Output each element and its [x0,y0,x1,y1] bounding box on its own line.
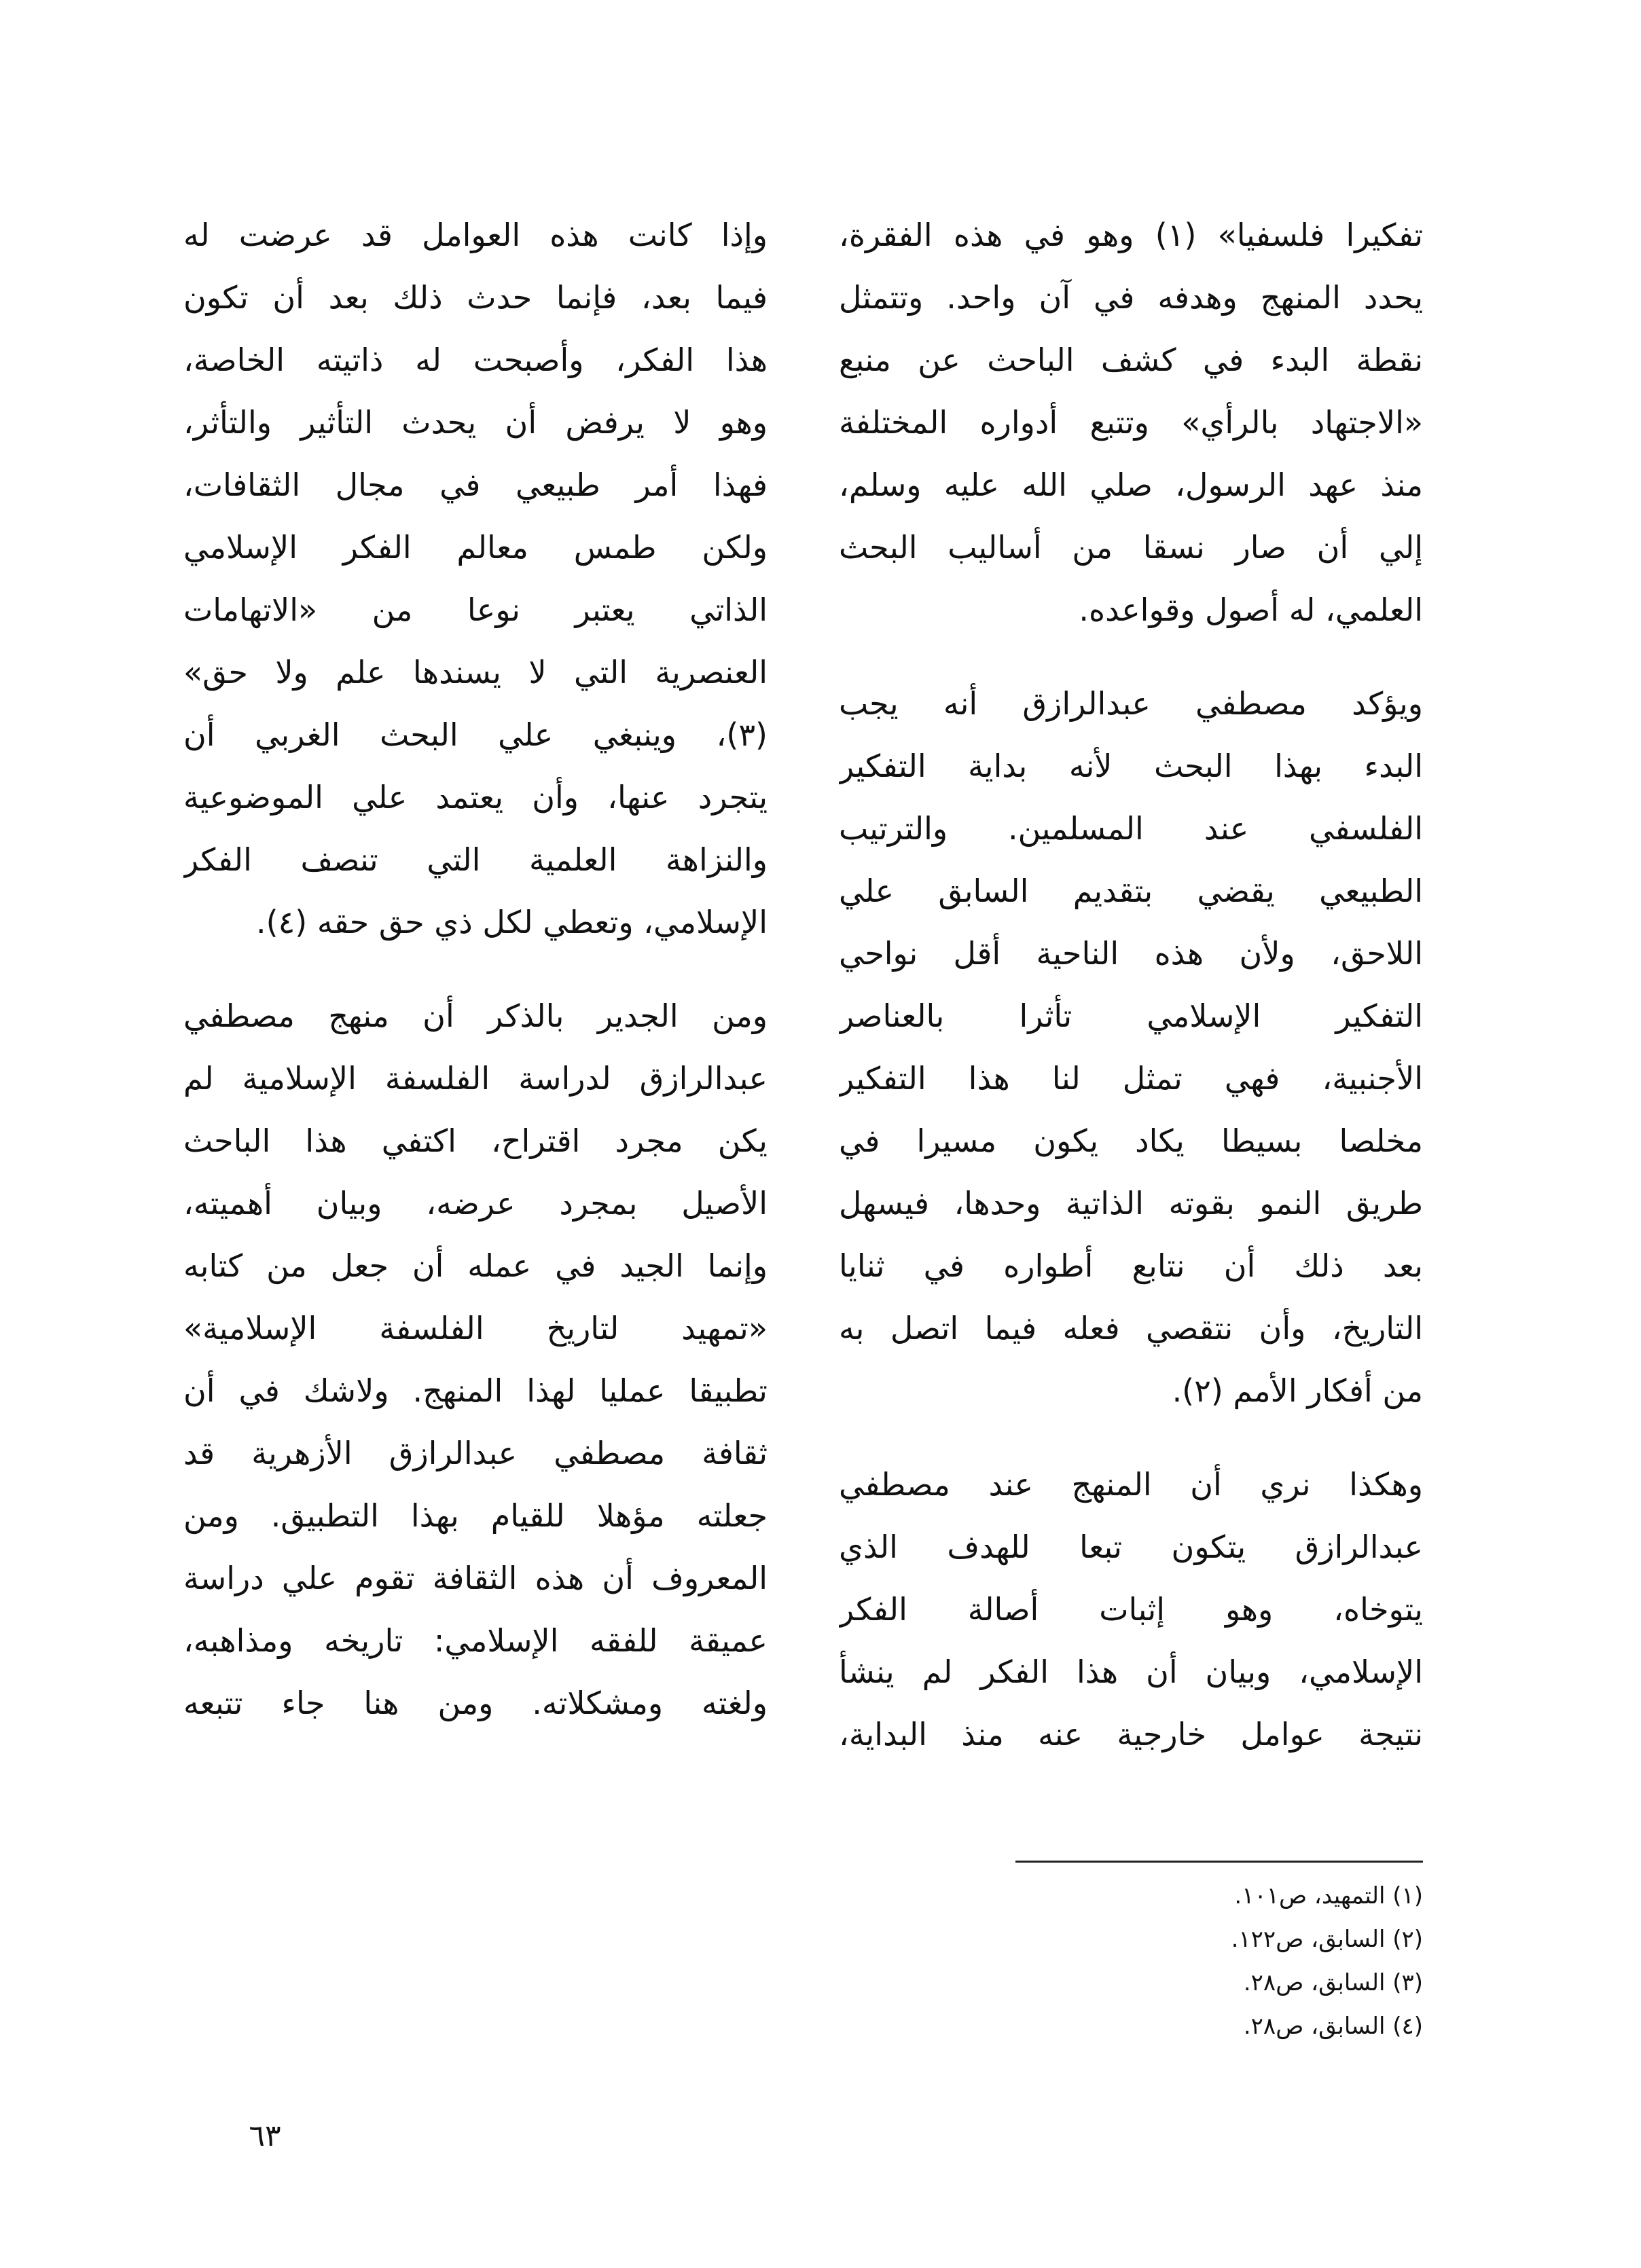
paragraph-gap [839,641,1423,672]
text-line: نقطة البدء في كشف الباحث عن منبع [839,342,1423,378]
text-line: الإسلامي، وتعطي لكل ذي حق حقه (٤). [255,904,768,940]
text-line: تفكيرا فلسفيا» (١) وهو في هذه الفقرة، [839,217,1423,253]
text-line: ثقافة مصطفي عبدالرازق الأزهرية قد [183,1435,768,1471]
paragraph [183,204,768,953]
paragraph [839,204,1423,641]
text-line: يتوخاه، وهو إثبات أصالة الفكر [839,1591,1423,1628]
text-line: الأصيل بمجرد عرضه، وبيان أهميته، [183,1185,768,1222]
text-line: إلي أن صار نسقا من أساليب البحث [839,529,1423,566]
text-line: الفلسفي عند المسلمين. والترتيب [839,810,1423,847]
paragraph [839,1453,1423,1766]
text-line: هذا الفكر، وأصبحت له ذاتيته الخاصة، [183,342,768,378]
text-line: اللاحق، ولأن هذه الناحية أقل نواحي [839,935,1423,972]
text-line: ومن الجدير بالذكر أن منهج مصطفي [183,998,768,1034]
text-line: يتجرد عنها، وأن يعتمد علي الموضوعية [183,779,768,816]
text-line: العنصرية التي لا يسندها علم ولا حق» [183,654,768,691]
footnote: (١) التمهيد، ص١٠١. [1234,1882,1423,1909]
text-line: وهو لا يرفض أن يحدث التأثير والتأثر، [183,404,768,441]
left-column [183,204,768,1734]
text-line: مخلصا بسيطا يكاد يكون مسيرا في [839,1122,1423,1159]
text-line: العلمي، له أصول وقواعده. [1079,591,1423,628]
text-line: وهكذا نري أن المنهج عند مصطفي [839,1466,1423,1503]
paragraph-gap [183,953,768,985]
text-line: البدء بهذا البحث لأنه بداية التفكير [839,748,1423,784]
text-line: نتيجة عوامل خارجية عنه منذ البداية، [839,1716,1423,1753]
footnotes [1015,1874,1423,2048]
text-line: ويؤكد مصطفي عبدالرازق أنه يجب [839,685,1423,722]
text-line: عبدالرازق يتكون تبعا للهدف الذي [839,1529,1423,1565]
text-line: تطبيقا عمليا لهذا المنهج. ولاشك في أن [183,1372,768,1409]
text-line: ولكن طمس معالم الفكر الإسلامي [183,529,768,566]
text-line: جعلته مؤهلا للقيام بهذا التطبيق. ومن [183,1497,768,1534]
text-line: «الاجتهاد بالرأي» وتتبع أدواره المختلفة [839,404,1423,441]
footnote: (٢) السابق، ص١٢٢. [1231,1926,1423,1953]
text-line: الأجنبية، فهي تمثل لنا هذا التفكير [839,1060,1423,1097]
paragraph [839,672,1423,1422]
footnote: (٤) السابق، ص٢٨. [1243,2013,1423,2040]
text-line: التاريخ، وأن نتقصي فعله فيما اتصل به [839,1310,1423,1347]
text-line: يحدد المنهج وهدفه في آن واحد. وتتمثل [839,279,1423,316]
text-line: التفكير الإسلامي تأثرا بالعناصر [839,998,1423,1034]
footnote: (٣) السابق، ص٢٨. [1243,1969,1423,1996]
text-line: وإذا كانت هذه العوامل قد عرضت له [183,217,768,253]
paragraph [183,985,768,1734]
text-line: الإسلامي، وبيان أن هذا الفكر لم ينشأ [839,1653,1423,1690]
text-line: طريق النمو بقوته الذاتية وحدها، فيسهل [839,1185,1423,1222]
page-number: ٦٣ [249,2119,281,2153]
text-line: بعد ذلك أن نتابع أطواره في ثنايا [839,1247,1423,1284]
text-line: المعروف أن هذه الثقافة تقوم علي دراسة [183,1560,768,1596]
text-line: منذ عهد الرسول، صلي الله عليه وسلم، [839,467,1423,503]
text-line: (٣)، وينبغي علي البحث الغربي أن [183,716,768,753]
text-line: يكن مجرد اقتراح، اكتفي هذا الباحث [183,1122,768,1159]
paragraph-gap [839,1422,1423,1453]
text-line: فهذا أمر طبيعي في مجال الثقافات، [183,467,768,503]
text-line: «تمهيد لتاريخ الفلسفة الإسلامية» [183,1310,768,1347]
text-line: والنزاهة العلمية التي تنصف الفكر [183,841,768,878]
text-line: ولغته ومشكلاته. ومن هنا جاء تتبعه [183,1685,768,1721]
text-line: عبدالرازق لدراسة الفلسفة الإسلامية لم [183,1060,768,1097]
text-line: فيما بعد، فإنما حدث ذلك بعد أن تكون [183,279,768,316]
footnote-separator [1015,1861,1423,1863]
right-column [839,204,1423,1766]
text-line: الطبيعي يقضي بتقديم السابق علي [839,873,1423,909]
text-line: عميقة للفقه الإسلامي: تاريخه ومذاهبه، [183,1622,768,1659]
text-line: وإنما الجيد في عمله أن جعل من كتابه [183,1247,768,1284]
text-line: الذاتي يعتبر نوعا من «الاتهامات [183,591,768,628]
text-line: من أفكار الأمم (٢). [1172,1372,1423,1409]
